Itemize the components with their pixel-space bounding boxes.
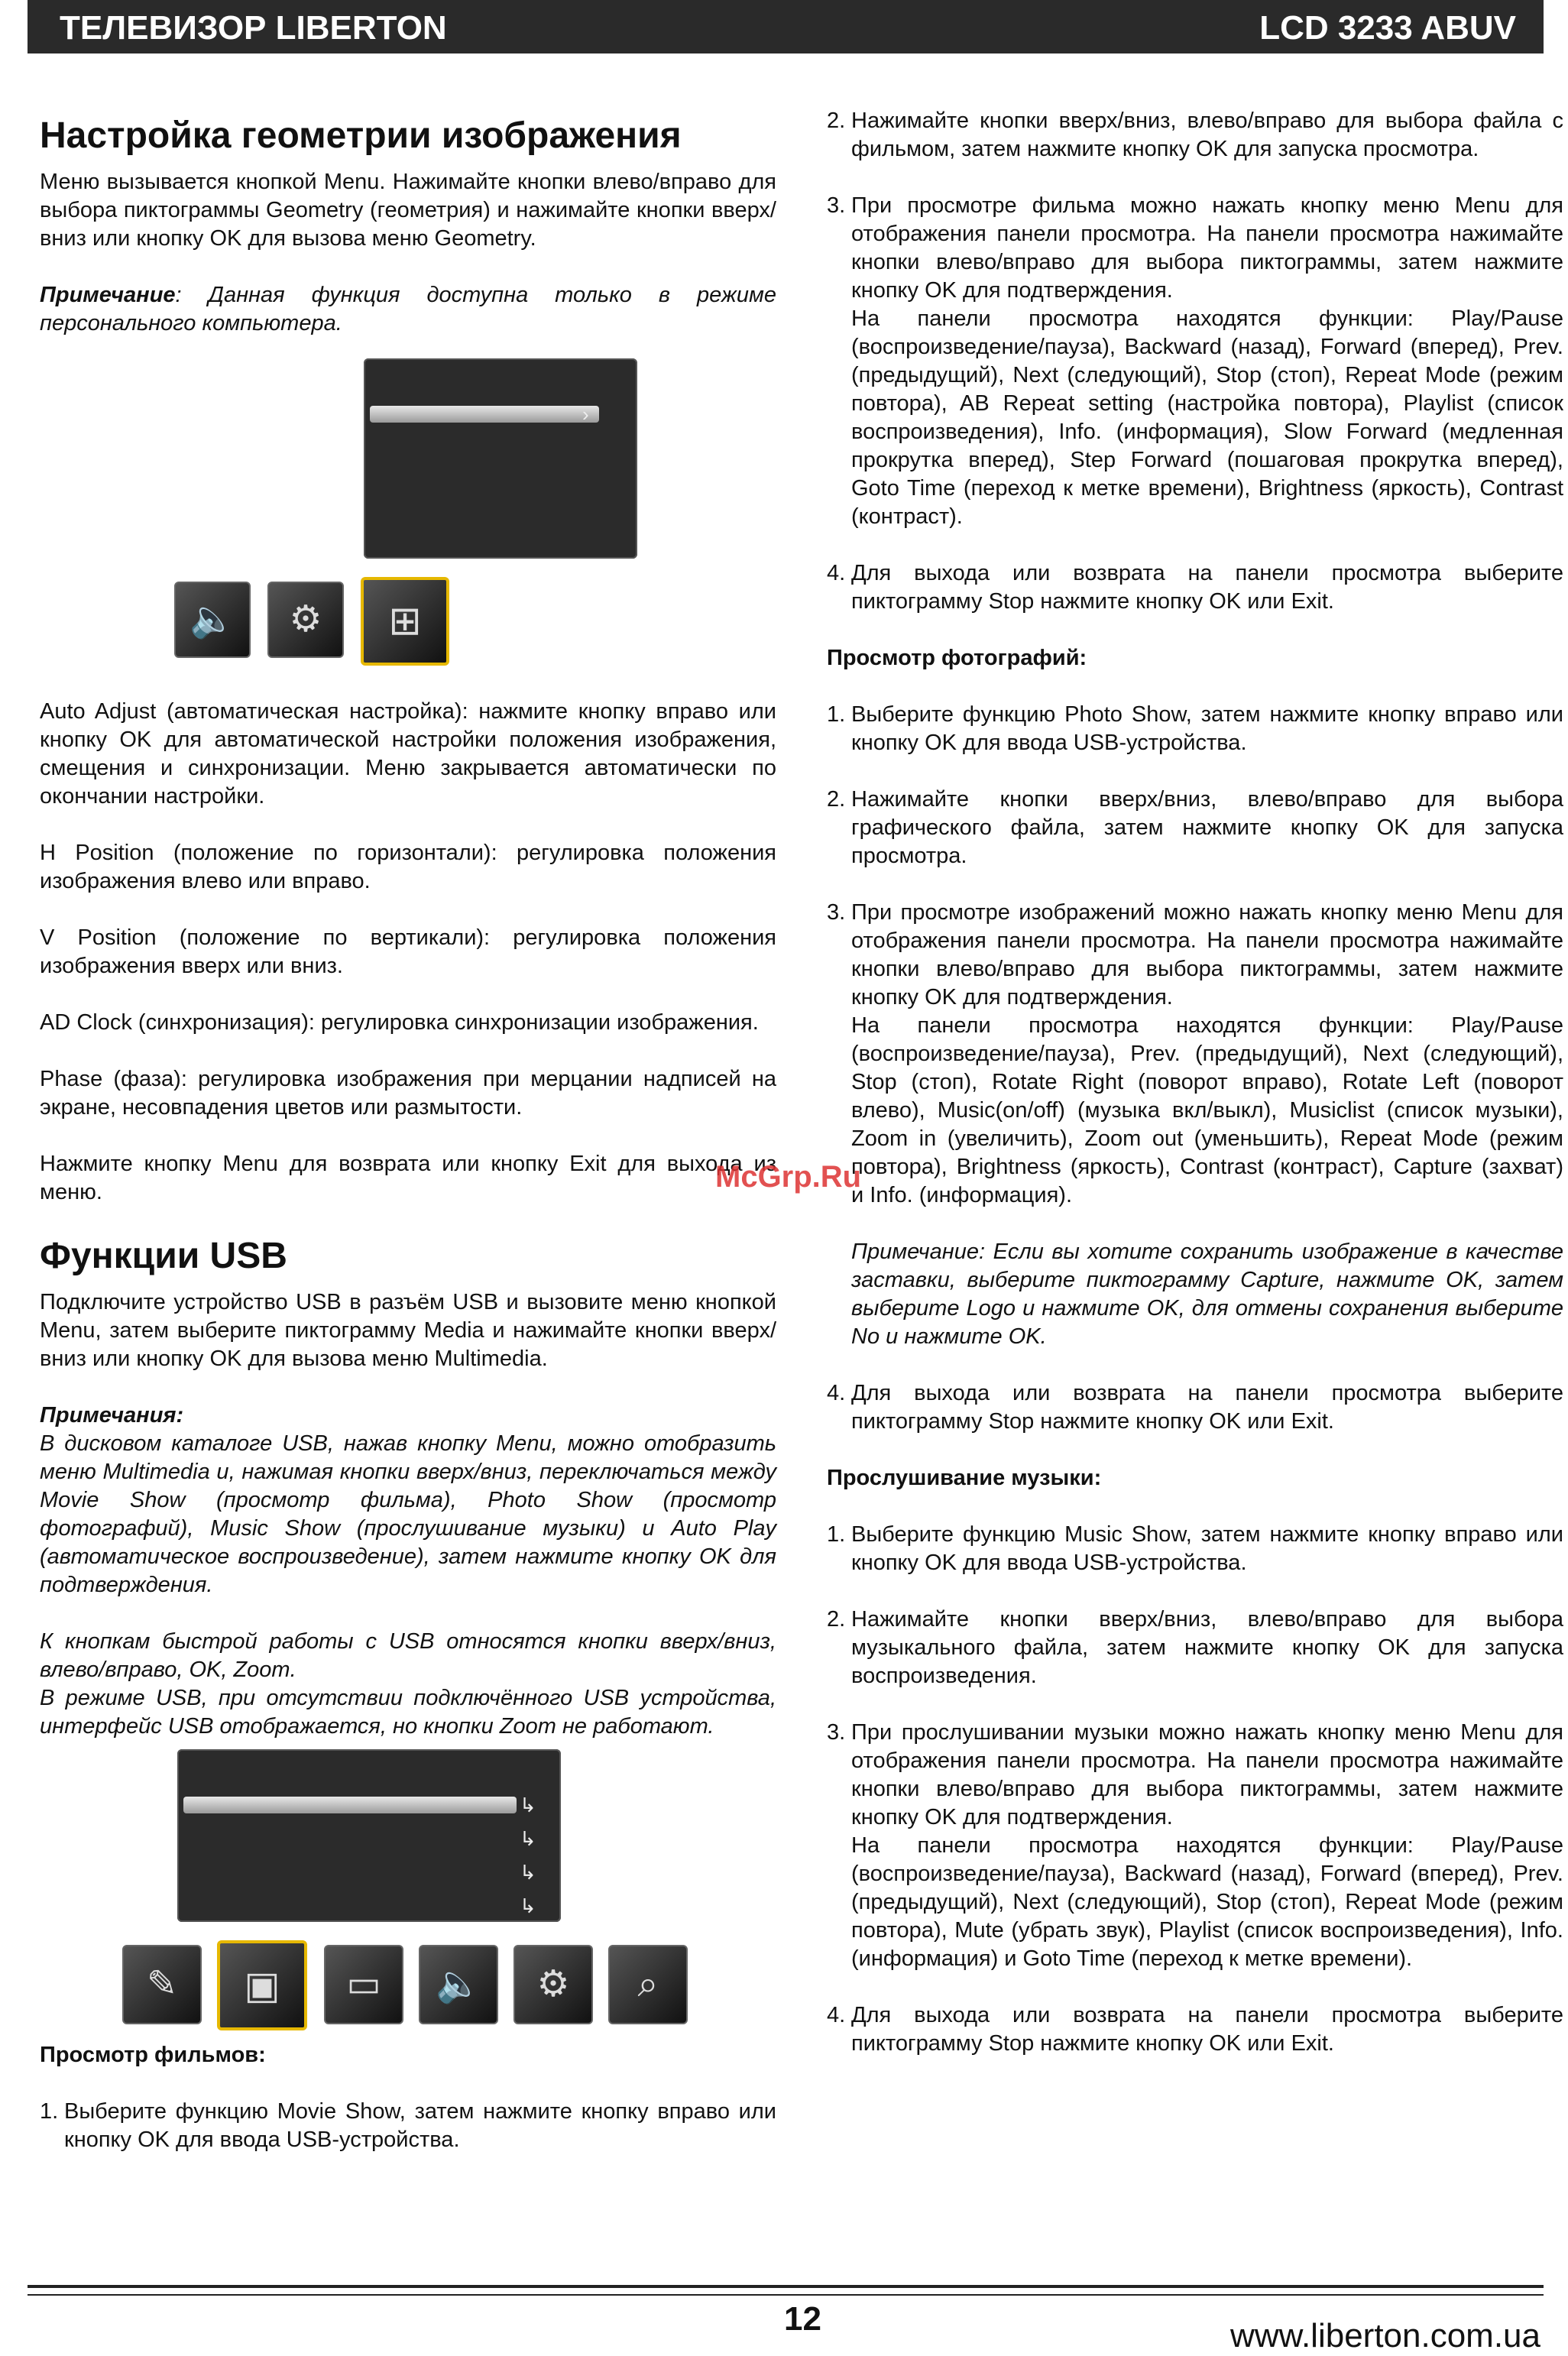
music-step-2: 2. Нажимайте кнопки вверх/вниз, влево/вправо для выбора музыкального файла, затем нажмите кнопку OK для запуска воспроизведения. bbox=[827, 1607, 1563, 1688]
usb-note-1: В дисковом каталоге USB, нажав кнопку Menu, можно отобразить меню Multimedia и, нажимая кнопки вверх/вниз, переключаться между Movie Show (просмотр фильма), Photo Show (просмотр фотографий), Music Show (прослушивание музыки) и Auto Play (автоматическое воспроизведение), затем нажмите кнопку OK для подтверждения. bbox=[40, 1431, 776, 1597]
usb-menu-panel bbox=[177, 1749, 561, 1922]
speaker-icon: 🔈 bbox=[174, 582, 251, 658]
usb-note-2-block bbox=[40, 1628, 776, 1684]
page-number: 12 bbox=[784, 2300, 821, 2338]
photo-step-1: 1. Выберите функцию Photo Show, затем нажмите кнопку вправо или кнопку OK для ввода USB-устройства. bbox=[827, 702, 1563, 755]
movie-step-4: 4. Для выхода или возврата на панели просмотра выберите пиктограмму Stop нажмите кнопку OK или Exit. bbox=[827, 561, 1563, 614]
page-header bbox=[28, 0, 1544, 53]
movie-step-3: 3. При просмотре фильма можно нажать кнопку меню Menu для отображения панели просмотра. На панели просмотра нажимайте кнопки влево/вправо для выбора пиктограммы, затем нажмите кнопку OK для подтверждения. На панели просмотра находятся функции: Play/Pause (воспроизведение/пауза), Backward (назад), Forward (вперед), Prev. (предыдущий), Next (следующий), Stop (стоп), Repeat Mode (режим повтора), AB Repeat setting (настройка повтора), Playlist (список воспроизведения), Info. (информация), Slow Forward (медленная прокрутка вперед), Step Forward (пошаговая прокрутка вперед), Goto Time (переход к метке времени), Brightness (яркость), Contrast (контраст). bbox=[827, 193, 1563, 529]
usb-title: Функции USB bbox=[40, 1236, 287, 1276]
movie-step-1: 1. Выберите функцию Movie Show, затем нажмите кнопку вправо или кнопку OK для ввода USB-устройства. bbox=[40, 2099, 776, 2152]
photo-step-3: 3. При просмотре изображений можно нажать кнопку меню Menu для отображения панели просмотра. На панели просмотра нажимайте кнопки влево/вправо для выбора пиктограммы, затем нажмите кнопку OK для подтверждения. На панели просмотра находятся функции: Play/Pause (воспроизведение/пауза), Prev. (предыдущий), Next (следующий), Stop (стоп), Rotate Right (поворот вправо), Rotate Left (поворот влево), Music(on/off) (музыка вкл/выкл), Musiclist (список музыки), Zoom in (увеличить), Zoom out (уменьшить), Repeat Mode (режим повтора), Brightness (яркость), Contrast (контраст), Capture (захват) и Info. (информация). Примечание: Если вы хотите сохранить изображение в качестве заставки, выберите пиктограмму Capture, нажмите OK, затем выберите Logo и нажмите OK, для отмены сохранения выберите No и нажмите OK. bbox=[827, 900, 1563, 1349]
enter-arrow-icon: ↳ bbox=[520, 1894, 536, 1917]
movie-step-2: 2. Нажимайте кнопки вверх/вниз, влево/вправо для выбора файла с фильмом, затем нажмите кнопку OK для запуска просмотра. bbox=[827, 109, 1563, 161]
gear-icon: ⚙ bbox=[513, 1945, 593, 2024]
h-position-text: H Position (положение по горизонтали): регулировка положения изображения влево или вправо. bbox=[40, 841, 776, 893]
chevron-right-icon: › bbox=[582, 403, 589, 426]
gear-icon: ⚙ bbox=[267, 582, 344, 658]
exit-text: Нажмите кнопку Menu для возврата или кнопку Exit для выхода из меню. bbox=[40, 1152, 776, 1204]
auto-adjust-text: Auto Adjust (автоматическая настройка): нажмите кнопку вправо или кнопку OK для автоматической настройки положения изображения, смещения и синхронизации. Меню закрывается автоматически по окончании настройки. bbox=[40, 699, 776, 809]
media-icon: ▣ bbox=[217, 1940, 307, 2030]
header-model: LCD 3233 ABUV bbox=[1259, 9, 1516, 47]
music-step-3-functions: На панели просмотра находятся функции: Play/Pause (воспроизведение/пауза), Backward (назад), Forward (вперед), Prev. (предыдущий), Next (следующий), Stop (стоп), Repeat Mode (режим повтора), Mute (убрать звук), Playlist (список воспроизведения), Info. (информация) и Goto Time (переход к метке времени). bbox=[851, 1833, 1563, 1971]
usb-note-3: В режиме USB, при отсутствии подключённого USB устройства, интерфейс USB отображается, но кнопки Zoom не работают. bbox=[40, 1686, 776, 1739]
enter-arrow-icon: ↳ bbox=[520, 1861, 536, 1884]
footer-website[interactable]: www.liberton.com.ua bbox=[1230, 2317, 1540, 2354]
usb-note-3-block bbox=[40, 1684, 776, 1741]
ad-clock-text: AD Clock (синхронизация): регулировка синхронизации изображения. bbox=[40, 1010, 759, 1035]
geometry-intro: Меню вызывается кнопкой Menu. Нажимайте кнопки влево/вправо для выбора пиктограммы Geometry (геометрия) и нажимайте кнопки вверх/вниз или кнопку OK для вызова меню Geometry. bbox=[40, 170, 776, 251]
geometry-menu-highlight bbox=[370, 403, 599, 426]
photo-step-4: 4. Для выхода или возврата на панели просмотра выберите пиктограмму Stop нажмите кнопку OK или Exit. bbox=[827, 1381, 1563, 1434]
music-step-3: 3. При прослушивании музыки можно нажать кнопку меню Menu для отображения панели просмотра. На панели просмотра нажимайте кнопки влево/вправо для выбора пиктограммы, затем нажмите кнопку OK для подтверждения. На панели просмотра находятся функции: Play/Pause (воспроизведение/пауза), Backward (назад), Forward (вперед), Prev. (предыдущий), Next (следующий), Stop (стоп), Repeat Mode (режим повтора), Mute (убрать звук), Playlist (список воспроизведения), Info. (информация) и Goto Time (переход к метке времени). bbox=[827, 1720, 1563, 1971]
photo-note: Примечание: Если вы хотите сохранить изображение в качестве заставки, выберите пиктограмму Capture, нажмите OK, затем выберите Logo и нажмите OK, для отмены сохранения выберите No и нажмите OK. bbox=[851, 1240, 1563, 1349]
v-position-text: V Position (положение по вертикали): регулировка положения изображения вверх или вниз. bbox=[40, 925, 776, 978]
phase-text: Phase (фаза): регулировка изображения при мерцании надписей на экране, несовпадения цветов или размытости. bbox=[40, 1067, 776, 1120]
geometry-title: Настройка геометрии изображения bbox=[40, 115, 682, 156]
geometry-icon: ⊞ bbox=[361, 577, 449, 666]
usb-note-2: К кнопкам быстрой работы с USB относятся кнопки вверх/вниз, влево/вправо, OK, Zoom. bbox=[40, 1629, 776, 1682]
geometry-menu-graphic bbox=[40, 358, 776, 685]
geometry-menu-panel bbox=[364, 358, 637, 559]
movie-steps-right bbox=[827, 107, 1563, 616]
music-steps bbox=[827, 1521, 1563, 2058]
footer-divider bbox=[28, 2285, 1544, 2288]
antenna-icon: ✎ bbox=[122, 1945, 202, 2024]
usb-intro: Подключите устройство USB в разъём USB и вызовите меню кнопкой Menu, затем выберите пиктограмму Media и нажимайте кнопки вверх/вниз или кнопку OK для вызова меню Multimedia. bbox=[40, 1290, 776, 1371]
movie-steps-left bbox=[40, 2098, 776, 2154]
music-step-1: 1. Выберите функцию Music Show, затем нажмите кнопку вправо или кнопку OK для ввода USB-устройства. bbox=[827, 1522, 1563, 1575]
watermark: McGrp.Ru bbox=[715, 1160, 862, 1194]
geometry-note bbox=[40, 281, 776, 338]
music-heading: Прослушивание музыки: bbox=[827, 1466, 1102, 1490]
usb-menu-highlight bbox=[183, 1797, 517, 1813]
search-icon: ⌕ bbox=[608, 1945, 688, 2024]
usb-menu-graphic bbox=[40, 1749, 776, 2034]
photo-heading: Просмотр фотографий: bbox=[827, 646, 1087, 670]
music-step-4: 4. Для выхода или возврата на панели просмотра выберите пиктограмму Stop нажмите кнопку OK или Exit. bbox=[827, 2003, 1563, 2056]
note-text: : Данная функция доступна только в режиме персонального компьютера. bbox=[40, 283, 776, 335]
monitor-icon: ▭ bbox=[324, 1945, 403, 2024]
left-column bbox=[40, 115, 776, 2183]
usb-notes-label: Примечания: bbox=[40, 1403, 184, 1428]
photo-step-3-functions: На панели просмотра находятся функции: Play/Pause (воспроизведение/пауза), Prev. (предыдущий), Next (следующий), Stop (стоп), Rotate Right (поворот вправо), Rotate Left (поворот влево), Music(on/off) (музыка вкл/выкл), Musiclist (список музыки), Zoom in (увеличить), Zoom out (уменьшить), Repeat Mode (режим повтора), Brightness (яркость), Contrast (контраст), Capture (захват) и Info. (информация). bbox=[851, 1013, 1563, 1207]
movie-heading: Просмотр фильмов: bbox=[40, 2043, 266, 2067]
enter-arrow-icon: ↳ bbox=[520, 1827, 536, 1850]
movie-step-3-functions: На панели просмотра находятся функции: Play/Pause (воспроизведение/пауза), Backward (назад), Forward (вперед), Prev. (предыдущий), Next (следующий), Stop (стоп), Repeat Mode (режим повтора), AB Repeat setting (настройка повтора), Playlist (список воспроизведения), Info. (информация), Slow Forward (медленная прокрутка вперед), Step Forward (пошаговая прокрутка вперед), Goto Time (переход к метке времени), Brightness (яркость), Contrast (контраст). bbox=[851, 306, 1563, 529]
photo-step-2: 2. Нажимайте кнопки вверх/вниз, влево/вправо для выбора графического файла, затем нажмите кнопку OK для запуска просмотра. bbox=[827, 787, 1563, 868]
usb-notes bbox=[40, 1402, 776, 1599]
footer-divider-thin bbox=[28, 2294, 1544, 2296]
enter-arrow-icon: ↳ bbox=[520, 1794, 536, 1816]
note-label: Примечание bbox=[40, 283, 176, 307]
speaker-icon: 🔈 bbox=[419, 1945, 498, 2024]
photo-steps bbox=[827, 701, 1563, 1436]
header-title: ТЕЛЕВИЗОР LIBERTON bbox=[60, 9, 447, 47]
right-column bbox=[827, 107, 1563, 2086]
